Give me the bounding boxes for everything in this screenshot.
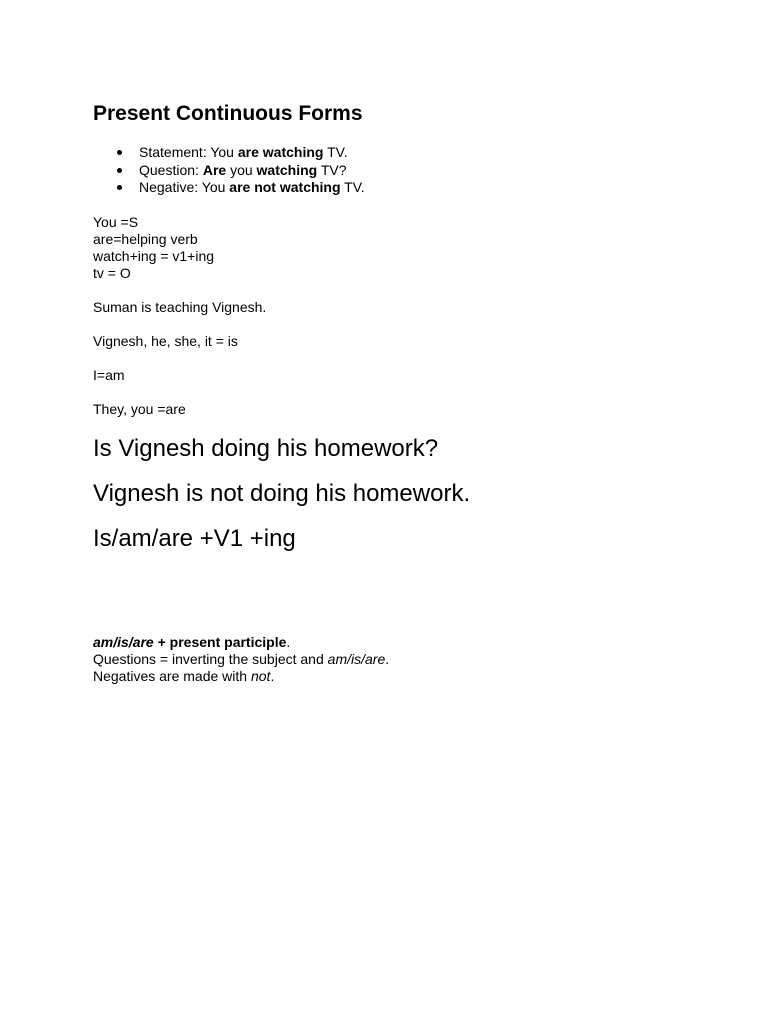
- svo-breakdown: [93, 214, 713, 282]
- notes-text: Negatives are made with: [93, 667, 251, 684]
- notes-line-questions: [93, 651, 713, 668]
- grammar-notes: [93, 634, 713, 685]
- document-content: [93, 100, 713, 685]
- bullet-bold: are not watching: [229, 179, 341, 195]
- bullet-dot-icon: [117, 185, 122, 190]
- bullet-text: Question:: [139, 161, 203, 178]
- forms-bullet-list: [93, 144, 713, 197]
- bullet-bold: are watching: [237, 144, 324, 160]
- bullet-bold: Are: [202, 161, 227, 178]
- example-sentence: Suman is teaching Vignesh.: [93, 298, 267, 315]
- bullet-bold: watching: [256, 161, 318, 178]
- bullet-text: you: [226, 161, 257, 178]
- document-title: Present Continuous Forms: [93, 102, 363, 125]
- notes-line-negatives: [93, 668, 713, 685]
- notes-italic: am/is/are: [327, 650, 386, 667]
- bullet-text: TV.: [340, 179, 365, 195]
- notes-line-formula: [93, 634, 713, 651]
- rule-am: I=am: [93, 366, 125, 383]
- large-formula: Is/am/are +V1 +ing: [93, 524, 296, 552]
- bullet-statement: [93, 144, 713, 162]
- bullet-question: [93, 162, 713, 180]
- notes-text: .: [270, 667, 275, 684]
- svo-line-subject: You =S: [93, 213, 139, 230]
- rule-is: Vignesh, he, she, it = is: [93, 332, 238, 349]
- svo-line-verb: watch+ing = v1+ing: [93, 247, 215, 264]
- notes-italic-bold: am/is/are: [93, 633, 154, 650]
- bullet-text: Negative: You: [139, 179, 230, 195]
- notes-text: Questions = inverting the subject and: [93, 650, 328, 667]
- bullet-text: Statement: You: [139, 144, 238, 160]
- bullet-negative: [93, 179, 713, 197]
- rule-are: They, you =are: [93, 400, 186, 417]
- large-question-sentence: Is Vignesh doing his homework?: [93, 434, 439, 462]
- notes-italic: not: [250, 667, 271, 684]
- notes-bold: + present participle: [153, 633, 287, 650]
- bullet-text: TV?: [317, 161, 347, 178]
- svo-line-helping-verb: are=helping verb: [93, 230, 198, 247]
- bullet-text: TV.: [323, 144, 348, 160]
- notes-text: .: [286, 633, 291, 650]
- svo-line-object: tv = O: [93, 264, 131, 281]
- notes-text: .: [385, 650, 390, 667]
- large-negative-sentence: Vignesh is not doing his homework.: [93, 479, 471, 507]
- bullet-dot-icon: [117, 150, 122, 155]
- bullet-dot-icon: [117, 168, 122, 173]
